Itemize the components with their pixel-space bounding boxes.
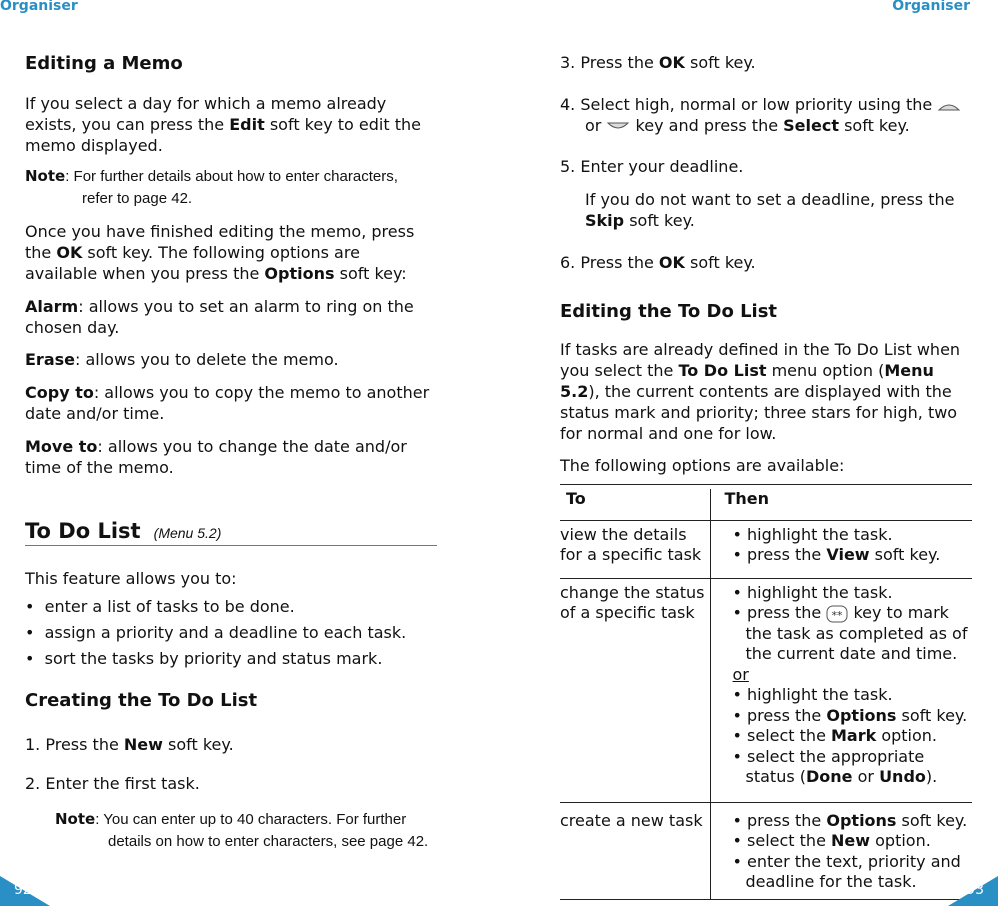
step-5-sub: If you do not want to set a deadline, press the Skip soft key. — [585, 190, 955, 230]
todo-heading: To Do List (Menu 5.2) — [25, 519, 222, 543]
column-header-then: Then — [724, 489, 770, 508]
list-item: • assign a priority and a deadline to each task. — [25, 623, 407, 642]
page-header: Organiser — [0, 0, 78, 14]
step-1: 1. Press the New soft key. — [25, 735, 234, 754]
once-finished-paragraph: Once you have finished editing the memo, press the OK soft key. The following options are available when you press the Options soft key: — [25, 222, 415, 283]
list-item: • enter a list of tasks to be done. — [25, 597, 295, 616]
table-top-rule — [560, 484, 972, 485]
table-header-row — [560, 489, 972, 520]
step-6: 6. Press the OK soft key. — [560, 253, 756, 272]
erase-option: Erase: allows you to delete the memo. — [25, 350, 339, 369]
editing-memo-heading: Editing a Memo — [25, 53, 183, 74]
down-nav-key-icon — [606, 121, 630, 133]
column-header-to: To — [560, 489, 710, 520]
list-item: • sort the tasks by priority and status mark. — [25, 649, 383, 668]
feature-list — [25, 594, 437, 672]
heading-rule — [25, 545, 437, 546]
note-edit: Note: For further details about how to enter characters, refer to page 42. — [25, 167, 398, 207]
page-number: 92 — [14, 882, 32, 898]
step-3: 3. Press the OK soft key. — [560, 53, 756, 72]
table-cell: • highlight the task. • press the ** key to mark the task as completed as of the current date and time. or • highlight the task. • press the Options soft key. • select the Mark option. • select the appropriate status (Done or Undo). — [710, 578, 972, 802]
editing-memo-paragraph: If you select a day for which a memo already exists, you can press the Edit soft key to edit the memo displayed. — [25, 94, 421, 155]
table-cell: view the details for a specific task — [560, 520, 710, 578]
table-cell: • highlight the task. • press the View soft key. — [710, 520, 972, 578]
step-5: 5. Enter your deadline. — [560, 157, 744, 176]
page-header: Organiser — [892, 0, 970, 14]
editing-todo-paragraph: If tasks are already defined in the To Do List when you select the To Do List menu option (Menu 5.2), the current contents are displayed with the status mark and priority; three stars for high, two for normal and one for low. — [560, 340, 961, 443]
step-4: 4. Select high, normal or low priority using the or key and press the Select soft key. — [560, 94, 980, 136]
creating-heading: Creating the To Do List — [25, 690, 258, 711]
note-characters: Note: You can enter up to 40 characters. For further details on how to enter characters, see page 42. — [55, 810, 429, 850]
table-row — [560, 520, 972, 578]
table-cell: create a new task — [560, 802, 710, 899]
editing-todo-heading: Editing the To Do List — [560, 301, 778, 322]
options-intro: The following options are available: — [560, 456, 845, 475]
page-number: 93 — [966, 882, 984, 898]
right-page — [499, 0, 998, 906]
move-to-option: Move to: allows you to change the date and/or time of the memo. — [25, 437, 407, 477]
alarm-option: Alarm: allows you to set an alarm to ring on the chosen day. — [25, 297, 414, 337]
table-cell: change the status of a specific task — [560, 578, 710, 802]
star-key-icon — [826, 605, 848, 623]
step-2: 2. Enter the first task. — [25, 774, 200, 793]
table-cell: • press the Options soft key. • select the New option. • enter the text, priority and deadline for the task. — [710, 802, 972, 899]
feature-intro: This feature allows you to: — [25, 569, 237, 588]
table-row — [560, 578, 972, 802]
options-table — [560, 489, 972, 900]
table-row — [560, 802, 972, 899]
up-nav-key-icon — [937, 100, 961, 112]
copy-to-option: Copy to: allows you to copy the memo to another date and/or time. — [25, 383, 430, 423]
svg-text:**: ** — [831, 608, 843, 622]
